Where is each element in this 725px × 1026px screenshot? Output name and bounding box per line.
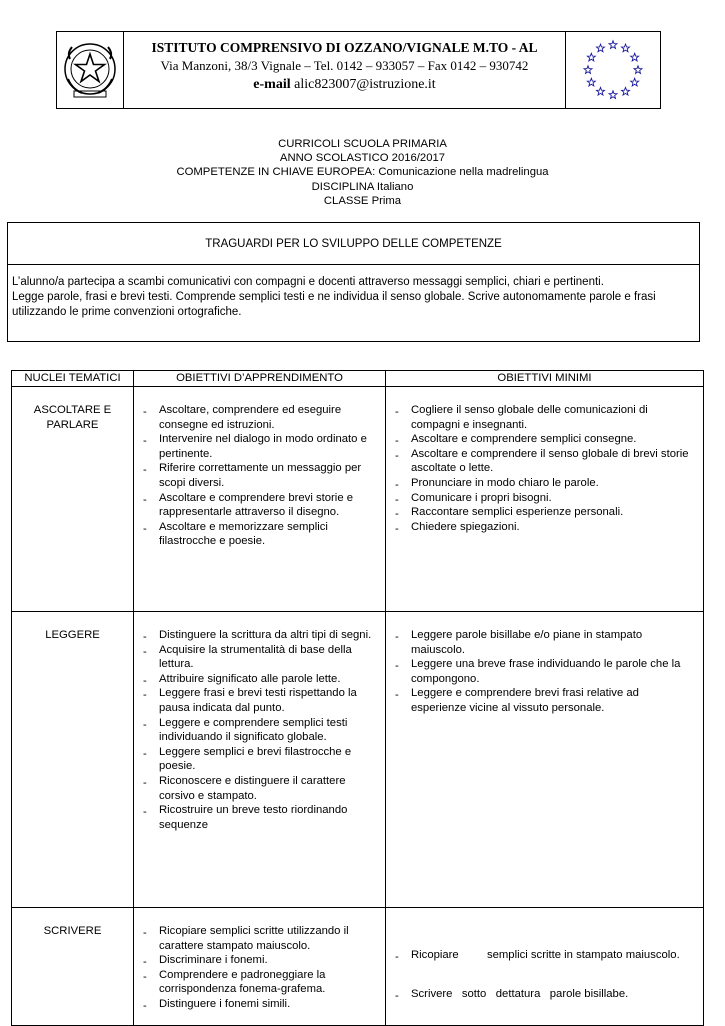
minimi-cell bbox=[386, 612, 704, 908]
traguardi-text-1: L’alunno/a partecipa a scambi comunicativi con compagni e docenti attraverso messaggi semplici, chiari e pertinenti. bbox=[12, 276, 604, 288]
title-anno: ANNO SCOLASTICO 2016/2017 bbox=[279, 152, 446, 165]
star-icon bbox=[631, 78, 639, 86]
traguardi-heading: TRAGUARDI PER LO SVILUPPO DELLE COMPETENZE bbox=[8, 223, 699, 265]
obiettivi-cell bbox=[134, 612, 386, 908]
minimi-list bbox=[386, 612, 703, 716]
obiettivi-cell bbox=[134, 387, 386, 612]
list-item: - Leggere una breve frase individuando le parole che la compongono. bbox=[386, 657, 695, 686]
eu-stars-circle-icon bbox=[580, 37, 646, 103]
table-row bbox=[12, 908, 704, 1026]
school-email-line bbox=[124, 77, 565, 93]
star-icon bbox=[622, 87, 630, 95]
header-minimi: OBIETTIVI MINIMI bbox=[386, 371, 704, 387]
nucleo-cell: LEGGERE bbox=[12, 612, 134, 908]
list-item: - Ascoltare, comprendere ed eseguire consegne ed istruzioni. bbox=[134, 403, 377, 432]
list-item: - Ascoltare e comprendere semplici consegne. bbox=[386, 432, 695, 447]
list-item: - Pronunciare in modo chiaro le parole. bbox=[386, 476, 695, 491]
table-row bbox=[12, 612, 704, 908]
minimi-cell bbox=[386, 387, 704, 612]
star-icon bbox=[609, 91, 617, 99]
obiettivi-cell bbox=[134, 908, 386, 1026]
list-item: - Raccontare semplici esperienze personali. bbox=[386, 505, 695, 520]
list-item: - Ascoltare e memorizzare semplici filastrocche e poesie. bbox=[134, 520, 377, 549]
table-row bbox=[12, 387, 704, 612]
star-icon bbox=[597, 44, 605, 52]
list-item: - Scrivere sotto dettatura parole bisillabe. bbox=[386, 987, 695, 1002]
minimi-cell bbox=[386, 908, 704, 1026]
traguardi-box bbox=[7, 222, 700, 342]
list-item: - Comprendere e padroneggiare la corrispondenza fonema-grafema. bbox=[134, 968, 377, 997]
curriculum-table bbox=[11, 370, 704, 1026]
email-label: e-mail bbox=[253, 77, 291, 92]
star-icon bbox=[597, 87, 605, 95]
list-item: - Leggere frasi e brevi testi rispettando la pausa indicata dal punto. bbox=[134, 686, 377, 715]
star-icon bbox=[634, 66, 642, 74]
letterhead-text bbox=[124, 32, 565, 108]
traguardi-body bbox=[8, 265, 699, 320]
nucleo-cell: SCRIVERE bbox=[12, 908, 134, 1026]
list-item: - Chiedere spiegazioni. bbox=[386, 520, 695, 535]
title-competenze: COMPETENZE IN CHIAVE EUROPEA: Comunicazione nella madrelingua bbox=[176, 166, 549, 179]
title-classe: CLASSE Prima bbox=[323, 194, 402, 207]
star-icon bbox=[631, 53, 639, 61]
star-icon bbox=[587, 53, 595, 61]
list-item: - Cogliere il senso globale delle comunicazioni di compagni e insegnanti. bbox=[386, 403, 695, 432]
list-item: - Attribuire significato alle parole lette. bbox=[134, 672, 377, 687]
obiettivi-list bbox=[134, 387, 385, 549]
list-item: - Ricopiare semplici scritte utilizzando il carattere stampato maiuscolo. bbox=[134, 924, 377, 953]
list-item: - Leggere e comprendere semplici testi individuando il significato globale. bbox=[134, 716, 377, 745]
star-icon bbox=[622, 44, 630, 52]
title-curricoli: CURRICOLI SCUOLA PRIMARIA bbox=[278, 138, 447, 150]
star-icon bbox=[587, 78, 595, 86]
obiettivi-list bbox=[134, 908, 385, 1012]
school-email[interactable]: alic823007@istruzione.it bbox=[294, 77, 436, 92]
list-item: - Discriminare i fonemi. bbox=[134, 953, 377, 968]
obiettivi-list bbox=[134, 612, 385, 832]
logo-cell bbox=[57, 32, 124, 108]
list-item: - Distinguere la scrittura da altri tipi di segni. bbox=[134, 628, 377, 643]
header-obiettivi: OBIETTIVI D’APPRENDIMENTO bbox=[134, 371, 386, 387]
document-titles bbox=[0, 137, 725, 208]
school-address: Via Manzoni, 38/3 Vignale – Tel. 0142 – 933057 – Fax 0142 – 930742 bbox=[160, 58, 529, 73]
school-name: ISTITUTO COMPRENSIVO DI OZZANO/VIGNALE M.TO - AL bbox=[151, 40, 538, 55]
list-item: - Acquisire la strumentalità di base della lettura. bbox=[134, 643, 377, 672]
minimi-list bbox=[386, 908, 703, 1025]
star-icon bbox=[609, 41, 617, 49]
table-header-row bbox=[12, 371, 704, 387]
eu-flag-cell bbox=[565, 32, 660, 108]
list-item: - Ascoltare e comprendere brevi storie e rappresentarle attraverso il disegno. bbox=[134, 491, 377, 520]
list-item: - Ricopiare semplici scritte in stampato maiuscolo. bbox=[386, 948, 695, 963]
letterhead bbox=[56, 31, 661, 109]
list-item: - Distinguere i fonemi simili. bbox=[134, 997, 377, 1012]
star-icon bbox=[584, 66, 592, 74]
list-item: - Ascoltare e comprendere il senso globale di brevi storie ascoltate o lette. bbox=[386, 447, 695, 476]
header-nuclei: NUCLEI TEMATICI bbox=[12, 371, 134, 387]
minimi-list bbox=[386, 387, 703, 534]
title-disciplina: DISCIPLINA Italiano bbox=[311, 180, 414, 193]
list-item: - Intervenire nel dialogo in modo ordinato e pertinente. bbox=[134, 432, 377, 461]
list-item: - Leggere parole bisillabe e/o piane in stampato maiuscolo. bbox=[386, 628, 695, 657]
traguardi-text-2: Legge parole, frasi e brevi testi. Comprende semplici testi e ne individua il senso globale. Scrive autonomamente parole e frasi utilizzando le prime convenzioni ortografiche. bbox=[12, 291, 656, 318]
list-item: - Riconoscere e distinguere il carattere corsivo e stampato. bbox=[134, 774, 377, 803]
list-item: - Leggere e comprendere brevi frasi relative ad esperienze vicine al vissuto personale. bbox=[386, 686, 695, 715]
italian-republic-emblem-icon bbox=[62, 39, 118, 101]
list-item: - Comunicare i propri bisogni. bbox=[386, 491, 695, 506]
list-item: - Leggere semplici e brevi filastrocche e poesie. bbox=[134, 745, 377, 774]
nucleo-cell: ASCOLTARE E PARLARE bbox=[12, 387, 134, 612]
list-item: - Ricostruire un breve testo riordinando sequenze bbox=[134, 803, 377, 832]
list-item: - Riferire correttamente un messaggio per scopi diversi. bbox=[134, 461, 377, 490]
